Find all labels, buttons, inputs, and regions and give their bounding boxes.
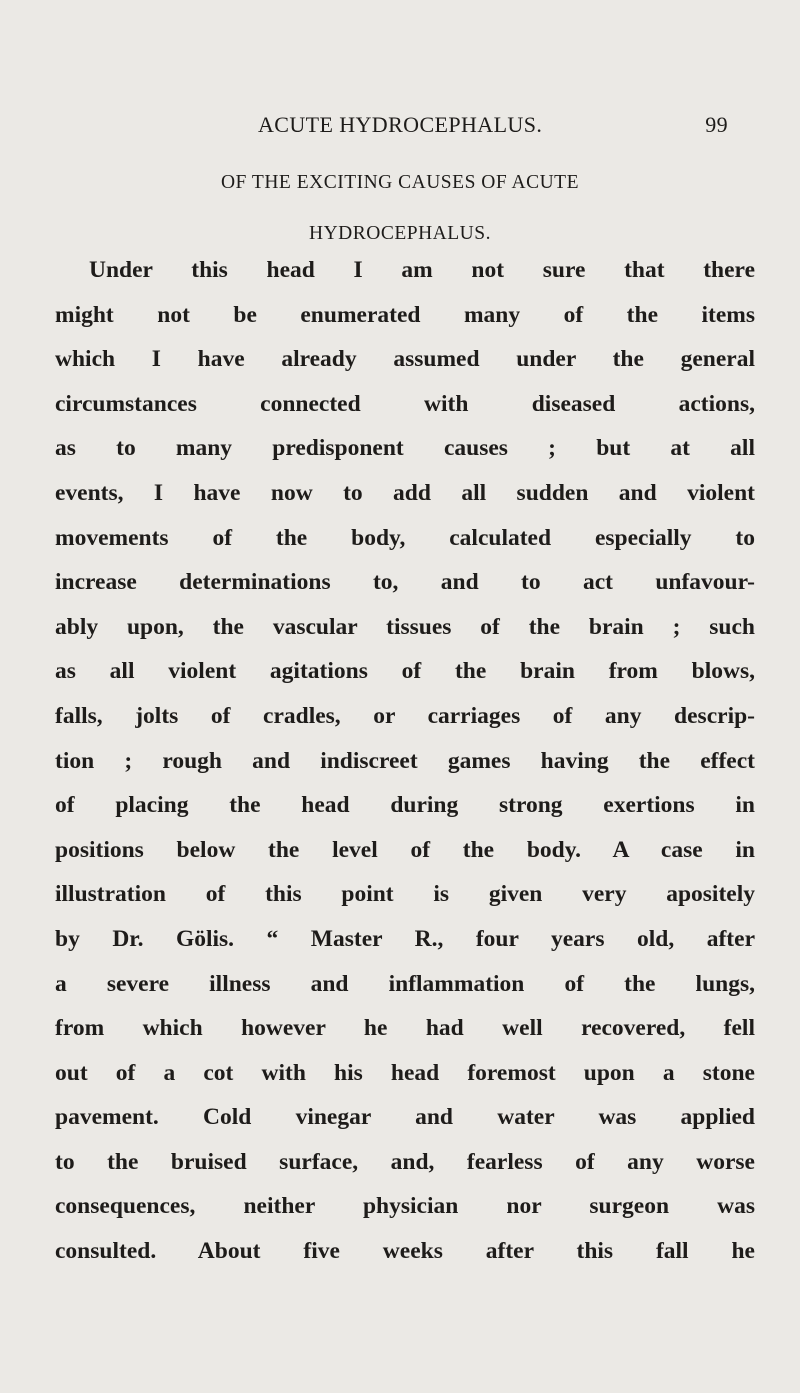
text-line: movements of the body, calculated especially to (55, 524, 755, 551)
text-line: Under this head I am not sure that there (89, 257, 755, 283)
text-line: falls, jolts of cradles, or carriages of any descrip- (55, 702, 755, 729)
text-line: consequences, neither physician nor surgeon was (55, 1193, 755, 1220)
text-line: as all violent agitations of the brain from blows, (55, 658, 755, 685)
text-line: which I have already assumed under the general (55, 346, 755, 373)
text-line: tion ; rough and indiscreet games having the effect (55, 747, 755, 774)
text-line: increase determinations to, and to act unfavour- (55, 569, 755, 596)
text-line: out of a cot with his head foremost upon a stone (55, 1059, 755, 1086)
text-line: by Dr. Gölis. “ Master R., four years old, after (55, 925, 755, 952)
section-heading-line-2: HYDROCEPHALUS. (309, 223, 491, 244)
text-line: consulted. About five weeks after this fall he (55, 1238, 755, 1265)
text-line: a severe illness and inflammation of the lungs, (55, 970, 755, 997)
text-line: ably upon, the vascular tissues of the brain ; such (55, 613, 755, 640)
text-line: might not be enumerated many of the items (55, 301, 755, 328)
text-line: events, I have now to add all sudden and violent (55, 479, 755, 506)
running-head (258, 112, 728, 142)
text-line: circumstances connected with diseased actions, (55, 390, 755, 417)
body-paragraph (55, 248, 755, 1274)
text-line: of placing the head during strong exertions in (55, 792, 755, 819)
page-number: 99 (705, 112, 728, 137)
text-line: to the bruised surface, and, fearless of any worse (55, 1148, 755, 1175)
text-line: from which however he had well recovered, fell (55, 1015, 755, 1042)
section-heading-line-1: OF THE EXCITING CAUSES OF ACUTE (220, 172, 580, 193)
text-line: pavement. Cold vinegar and water was applied (55, 1104, 755, 1131)
text-line: as to many predisponent causes ; but at all (55, 435, 755, 462)
text-line: illustration of this point is given very apositely (55, 881, 755, 908)
running-title: ACUTE HYDROCEPHALUS. (258, 112, 543, 137)
text-line: positions below the level of the body. A case in (55, 836, 755, 863)
